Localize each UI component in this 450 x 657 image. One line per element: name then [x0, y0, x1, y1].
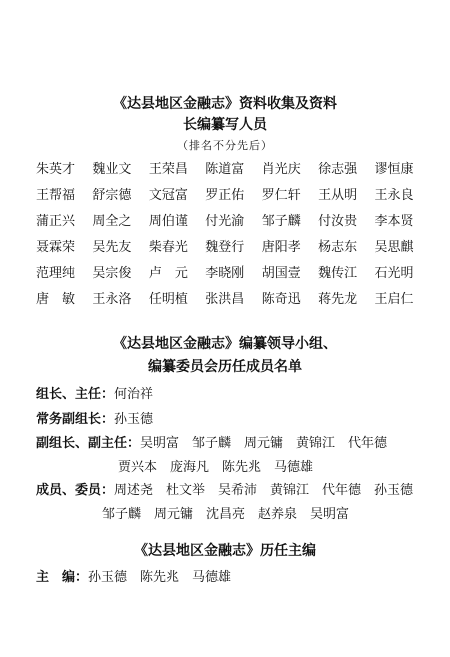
- person-name: 胡国壹: [261, 266, 301, 281]
- person-name: 柴春光: [148, 240, 188, 255]
- names-row: [36, 210, 431, 236]
- person-name: 陈奇迅: [261, 292, 301, 307]
- person-name: 舒宗德: [92, 188, 132, 203]
- person-name: 徐志强: [318, 162, 358, 177]
- person-name: 付光渝: [205, 214, 245, 229]
- exec-deputy-names: 孙玉德: [114, 412, 154, 427]
- section2-title-line1: 《达县地区金融志》编纂领导小组、: [113, 336, 337, 352]
- leader-line: [36, 383, 153, 402]
- exec-deputy-label: 常务副组长：: [36, 412, 115, 427]
- person-name: 王从明: [318, 188, 358, 203]
- person-name: 范理纯: [36, 266, 76, 281]
- leader-names: 何治祥: [114, 387, 154, 402]
- member-line-1: [36, 479, 413, 498]
- person-name: 王永洛: [92, 292, 132, 307]
- person-name: 周全之: [92, 214, 132, 229]
- person-name: 周伯谨: [148, 214, 188, 229]
- person-name: 李晓刚: [205, 266, 245, 281]
- deputy-line-1: [36, 432, 387, 451]
- person-name: 付汝贵: [318, 214, 358, 229]
- person-name: 唐 敏: [36, 292, 76, 307]
- member-names-1: 周述尧 杜文举 吴希沛 黄锦江 代年德 孙玉德: [114, 483, 414, 498]
- person-name: 吴思麒: [374, 240, 414, 255]
- person-name: 李本贤: [374, 214, 414, 229]
- person-name: 魏登行: [205, 240, 245, 255]
- names-row: [36, 158, 431, 184]
- deputy-names-2: 贾兴本 庞海凡 陈先兆 马德雄: [118, 460, 314, 475]
- person-name: 邹子麟: [261, 214, 301, 229]
- person-name: 卢 元: [148, 266, 188, 281]
- person-name: 谬恒康: [374, 162, 414, 177]
- person-name: 杨志东: [318, 240, 358, 255]
- person-name: 王帮福: [36, 188, 76, 203]
- person-name: 罗正佑: [205, 188, 245, 203]
- person-name: 王荣昌: [148, 162, 188, 177]
- names-row: [36, 184, 431, 210]
- editor-label: 主 编：: [36, 570, 89, 585]
- person-name: 魏业文: [92, 162, 132, 177]
- person-name: 聂霖荣: [36, 240, 76, 255]
- member-names-2: 邹子麟 周元镛 沈昌亮 赵养泉 吴明富: [102, 507, 350, 522]
- section1-note: （排名不分先后）: [177, 139, 273, 152]
- section1-title-line1: 《达县地区金融志》资料收集及资料: [113, 96, 337, 112]
- names-row: [36, 262, 431, 288]
- person-name: 王启仁: [374, 292, 414, 307]
- person-name: 陈道富: [205, 162, 245, 177]
- person-name: 肖光庆: [261, 162, 301, 177]
- person-name: 文冠富: [148, 188, 188, 203]
- person-name: 唐阳孝: [261, 240, 301, 255]
- person-name: 吴先友: [92, 240, 132, 255]
- person-name: 魏传江: [318, 266, 358, 281]
- person-name: 吴宗俊: [92, 266, 132, 281]
- names-row: [36, 236, 431, 262]
- person-name: 蒋先龙: [318, 292, 358, 307]
- person-name: 任明植: [148, 292, 188, 307]
- person-name: 张洪昌: [205, 292, 245, 307]
- leader-label: 组长、主任：: [36, 387, 115, 402]
- section1-title-line2: 长编纂写人员: [183, 117, 267, 133]
- person-name: 石光明: [374, 266, 414, 281]
- editor-line: [36, 566, 231, 585]
- member-label: 成员、委员：: [36, 483, 115, 498]
- exec-deputy-line: [36, 408, 153, 427]
- staff-names-grid: [36, 158, 431, 314]
- deputy-names-1: 吴明富 邹子麟 周元镛 黄锦江 代年德: [140, 436, 388, 451]
- section3-title: 《达县地区金融志》历任主编: [134, 543, 316, 559]
- person-name: 王永良: [374, 188, 414, 203]
- person-name: 蒲正兴: [36, 214, 76, 229]
- names-row: [36, 288, 431, 314]
- person-name: 朱英才: [36, 162, 76, 177]
- person-name: 罗仁轩: [261, 188, 301, 203]
- deputy-label: 副组长、副主任：: [36, 436, 141, 451]
- editor-names: 孙玉德 陈先兆 马德雄: [88, 570, 232, 585]
- section2-title-line2: 编纂委员会历任成员名单: [148, 359, 302, 375]
